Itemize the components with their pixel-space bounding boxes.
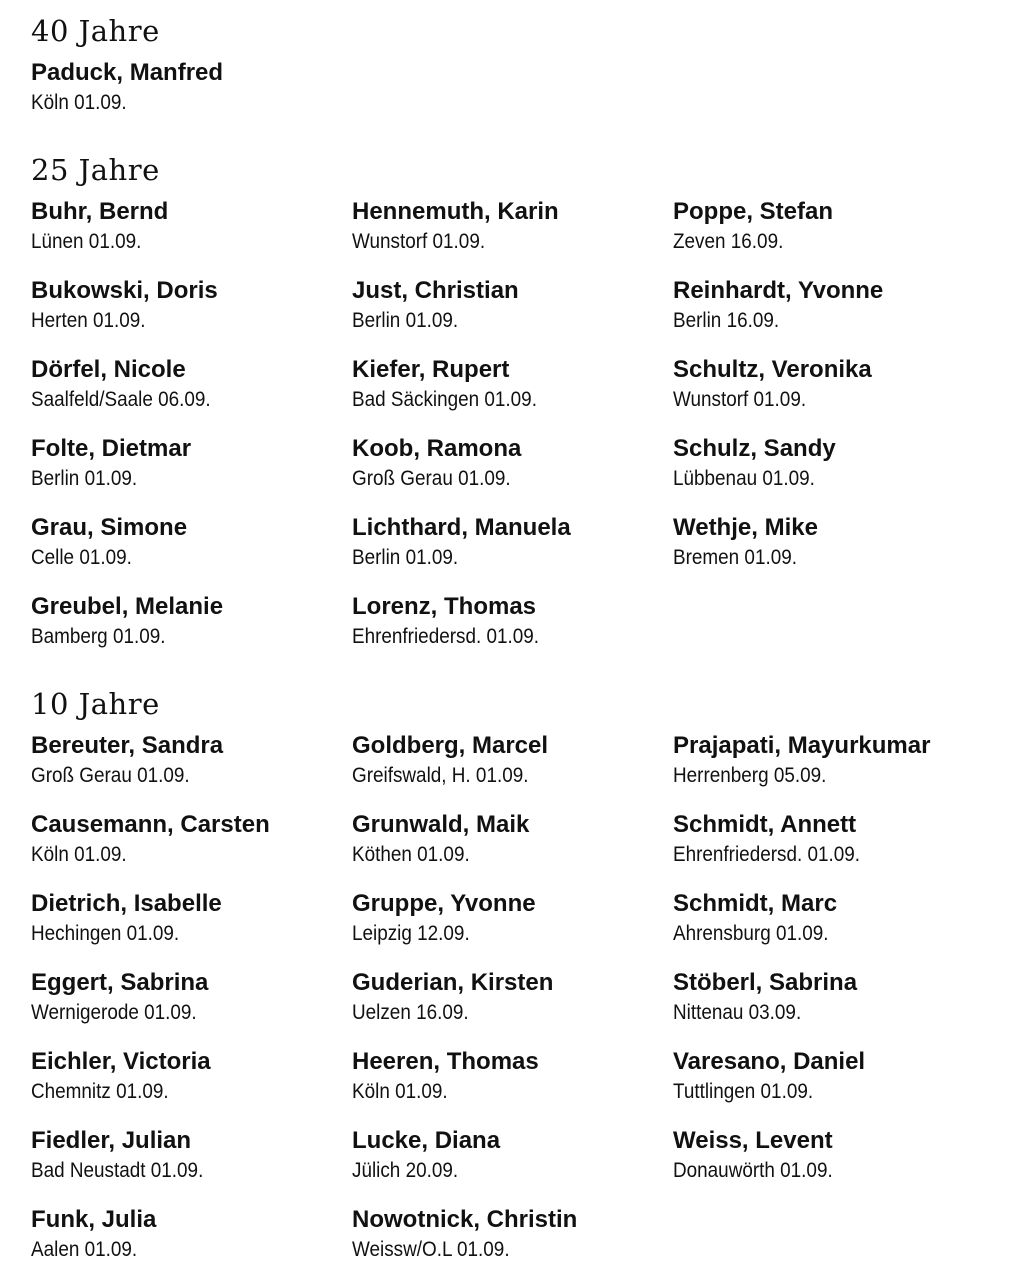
- person-location-date: Tuttlingen 01.09.: [673, 1080, 814, 1103]
- person-name: Eichler, Victoria: [31, 1048, 211, 1075]
- person-location-date: Berlin 01.09.: [31, 467, 138, 490]
- person-name: Koob, Ramona: [352, 435, 522, 462]
- person-name: Lichthard, Manuela: [352, 514, 571, 541]
- person-location-date: Köln 01.09.: [352, 1080, 448, 1103]
- person-name: Bereuter, Sandra: [31, 732, 224, 759]
- person-name: Guderian, Kirsten: [352, 969, 554, 996]
- person-name: Buhr, Bernd: [31, 198, 169, 225]
- section-title: 40 Jahre: [31, 14, 160, 48]
- person-location-date: Wernigerode 01.09.: [31, 1001, 197, 1024]
- person-location-date: Köln 01.09.: [31, 843, 127, 866]
- person-entry: [352, 889, 673, 968]
- person-name: Reinhardt, Yvonne: [673, 277, 884, 304]
- person-entry: [31, 355, 352, 434]
- person-location-date: Celle 01.09.: [31, 546, 132, 569]
- person-name: Weiss, Levent: [673, 1127, 833, 1154]
- person-name: Goldberg, Marcel: [352, 732, 549, 759]
- person-location-date: Weissw/O.L 01.09.: [352, 1238, 510, 1261]
- person-name: Eggert, Sabrina: [31, 969, 209, 996]
- person-entry: [31, 1047, 352, 1126]
- person-location-date: Ehrenfriedersd. 01.09.: [673, 843, 861, 866]
- person-location-date: Herrenberg 05.09.: [673, 764, 827, 787]
- person-location-date: Nittenau 03.09.: [673, 1001, 802, 1024]
- person-name: Hennemuth, Karin: [352, 198, 559, 225]
- section-title: 25 Jahre: [31, 153, 160, 187]
- section-25-jahre: [31, 153, 993, 671]
- person-name: Schulz, Sandy: [673, 435, 836, 462]
- person-name: Bukowski, Doris: [31, 277, 218, 304]
- person-location-date: Groß Gerau 01.09.: [31, 764, 190, 787]
- person-entry: [352, 731, 673, 810]
- person-location-date: Donauwörth 01.09.: [673, 1159, 833, 1182]
- person-location-date: Berlin 16.09.: [673, 309, 780, 332]
- person-name: Grunwald, Maik: [352, 811, 530, 838]
- person-name: Just, Christian: [352, 277, 519, 304]
- person-entry: [673, 731, 993, 810]
- person-name: Paduck, Manfred: [31, 59, 224, 86]
- person-location-date: Jülich 20.09.: [352, 1159, 459, 1182]
- person-name: Prajapati, Mayurkumar: [673, 732, 931, 759]
- person-location-date: Köthen 01.09.: [352, 843, 470, 866]
- person-location-date: Leipzig 12.09.: [352, 922, 470, 945]
- person-entry: [31, 434, 352, 513]
- person-name: Causemann, Carsten: [31, 811, 270, 838]
- person-entry: [352, 1205, 673, 1284]
- person-location-date: Köln 01.09.: [31, 91, 127, 114]
- person-entry: [352, 434, 673, 513]
- person-entry: [352, 968, 673, 1047]
- person-entry: [673, 197, 993, 276]
- person-location-date: Wunstorf 01.09.: [352, 230, 486, 253]
- entry-grid: [31, 58, 993, 137]
- person-entry: [352, 1126, 673, 1205]
- person-location-date: Bamberg 01.09.: [31, 625, 166, 648]
- person-entry: [31, 968, 352, 1047]
- person-entry: [352, 513, 673, 592]
- person-name: Nowotnick, Christin: [352, 1206, 578, 1233]
- person-location-date: Wunstorf 01.09.: [673, 388, 807, 411]
- person-entry: [352, 276, 673, 355]
- person-entry: [31, 731, 352, 810]
- person-name: Kiefer, Rupert: [352, 356, 510, 383]
- section-10-jahre: [31, 687, 993, 1284]
- person-entry: [352, 355, 673, 434]
- person-entry: [673, 968, 993, 1047]
- person-location-date: Uelzen 16.09.: [352, 1001, 469, 1024]
- person-entry: [673, 276, 993, 355]
- person-name: Funk, Julia: [31, 1206, 157, 1233]
- person-name: Folte, Dietmar: [31, 435, 192, 462]
- section-40-jahre: [31, 14, 993, 137]
- person-entry: [673, 434, 993, 513]
- person-location-date: Bad Neustadt 01.09.: [31, 1159, 204, 1182]
- person-entry: [31, 592, 352, 671]
- person-name: Stöberl, Sabrina: [673, 969, 858, 996]
- person-location-date: Zeven 16.09.: [673, 230, 784, 253]
- person-entry: [352, 197, 673, 276]
- person-name: Poppe, Stefan: [673, 198, 834, 225]
- person-name: Dörfel, Nicole: [31, 356, 186, 383]
- person-name: Greubel, Melanie: [31, 593, 224, 620]
- person-entry: [31, 513, 352, 592]
- person-location-date: Lünen 01.09.: [31, 230, 142, 253]
- person-entry: [673, 889, 993, 968]
- person-location-date: Lübbenau 01.09.: [673, 467, 815, 490]
- person-location-date: Herten 01.09.: [31, 309, 146, 332]
- person-entry: [31, 889, 352, 968]
- person-name: Schmidt, Marc: [673, 890, 838, 917]
- section-title: 10 Jahre: [31, 687, 160, 721]
- person-location-date: Hechingen 01.09.: [31, 922, 180, 945]
- person-entry: [352, 592, 673, 671]
- person-location-date: Chemnitz 01.09.: [31, 1080, 169, 1103]
- person-entry: [673, 810, 993, 889]
- person-name: Heeren, Thomas: [352, 1048, 539, 1075]
- person-name: Grau, Simone: [31, 514, 188, 541]
- person-name: Wethje, Mike: [673, 514, 818, 541]
- person-entry: [673, 1126, 993, 1205]
- person-location-date: Bremen 01.09.: [673, 546, 797, 569]
- person-entry: [31, 276, 352, 355]
- person-entry: [673, 513, 993, 592]
- person-entry: [352, 1047, 673, 1126]
- person-location-date: Berlin 01.09.: [352, 309, 459, 332]
- entry-grid: [31, 197, 993, 671]
- person-entry: [352, 810, 673, 889]
- person-name: Fiedler, Julian: [31, 1127, 192, 1154]
- person-location-date: Ehrenfriedersd. 01.09.: [352, 625, 540, 648]
- person-location-date: Ahrensburg 01.09.: [673, 922, 829, 945]
- person-entry: [31, 810, 352, 889]
- person-location-date: Groß Gerau 01.09.: [352, 467, 511, 490]
- person-name: Varesano, Daniel: [673, 1048, 866, 1075]
- person-name: Lorenz, Thomas: [352, 593, 537, 620]
- person-entry: [673, 355, 993, 434]
- person-name: Gruppe, Yvonne: [352, 890, 536, 917]
- person-entry: [673, 1047, 993, 1126]
- person-name: Lucke, Diana: [352, 1127, 501, 1154]
- person-entry: [31, 197, 352, 276]
- person-location-date: Greifswald, H. 01.09.: [352, 764, 529, 787]
- person-location-date: Bad Säckingen 01.09.: [352, 388, 537, 411]
- person-entry: [31, 58, 352, 137]
- person-name: Schmidt, Annett: [673, 811, 857, 838]
- person-entry: [31, 1126, 352, 1205]
- person-location-date: Berlin 01.09.: [352, 546, 459, 569]
- person-name: Schultz, Veronika: [673, 356, 872, 383]
- person-name: Dietrich, Isabelle: [31, 890, 222, 917]
- person-entry: [31, 1205, 352, 1284]
- person-location-date: Saalfeld/Saale 06.09.: [31, 388, 211, 411]
- entry-grid: [31, 731, 993, 1284]
- person-location-date: Aalen 01.09.: [31, 1238, 138, 1261]
